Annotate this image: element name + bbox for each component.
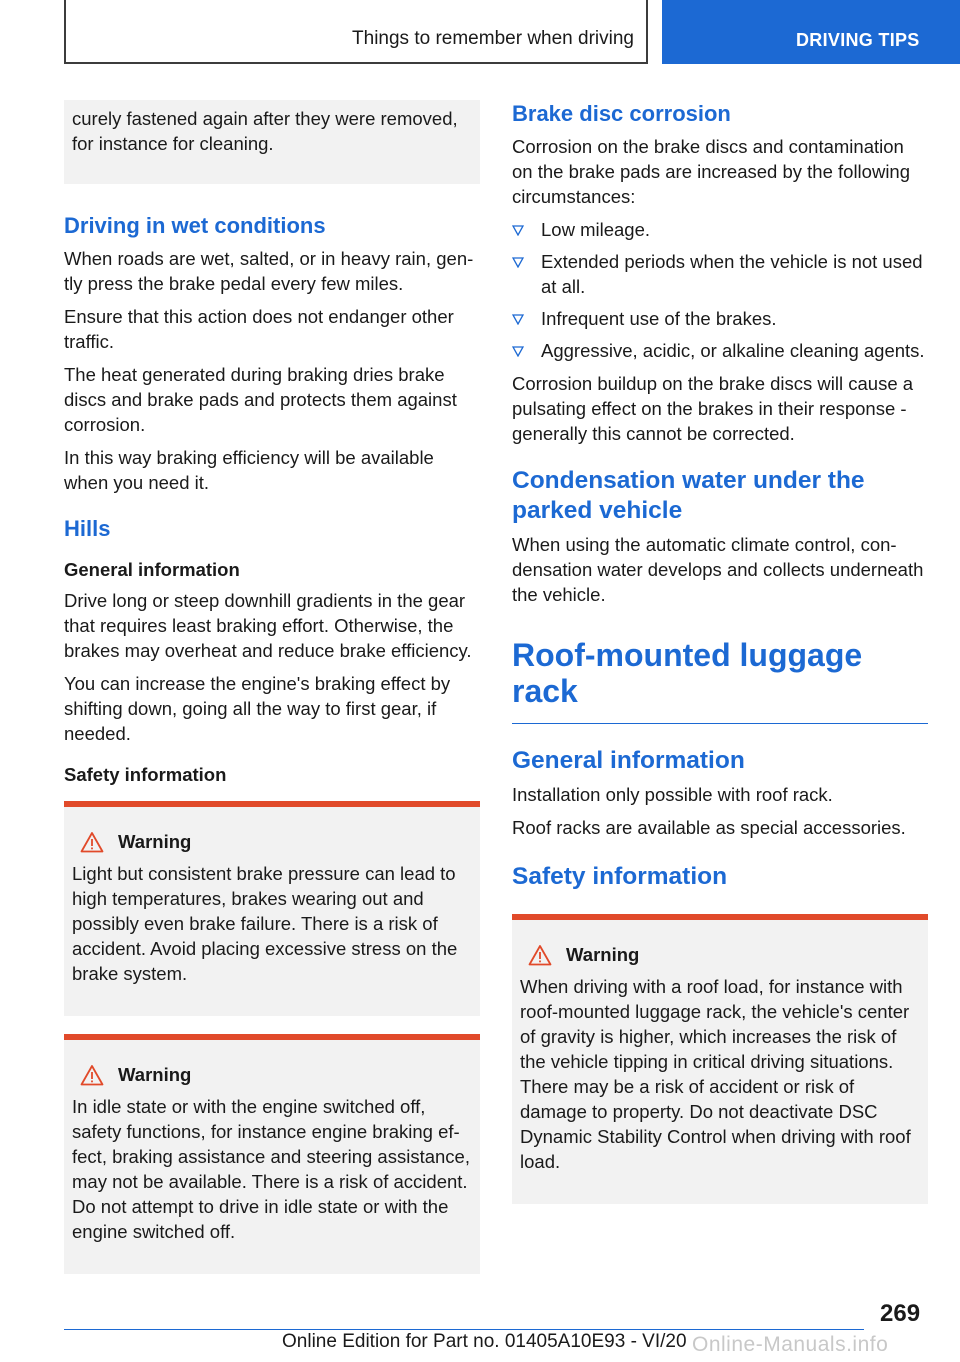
continued-note-box — [64, 100, 480, 184]
chapter-tab-label: DRIVING TIPS — [796, 30, 920, 50]
hills-paragraph: Drive long or steep downhill gradients in the gear that requires least braking effort. Otherwise, the brakes may overheat and reduce brake efficiency. — [64, 590, 472, 661]
warning-triangle-icon — [528, 944, 552, 966]
warning-title: Warning — [566, 944, 640, 965]
list-item — [512, 217, 928, 242]
heading-hills-general: General information — [64, 559, 240, 580]
triangle-bullet-icon — [512, 313, 524, 325]
warning-header — [72, 1064, 472, 1086]
heading-roof-general: General information — [512, 747, 745, 774]
heading-condensation: Condensation water under the parked vehicle — [512, 467, 865, 524]
section-divider — [512, 723, 928, 724]
heading-brake-disc-corrosion: Brake disc corrosion — [512, 101, 731, 126]
list-item-text: Low mileage. — [541, 219, 651, 240]
wet-paragraph: When roads are wet, salted, or in heavy rain, gently press the brake pedal every few miles. — [64, 248, 474, 294]
list-item-text: Aggressive, acidic, or alkaline cleaning agents. — [541, 340, 925, 361]
brake-disc-intro: Corrosion on the brake discs and contamination on the brake pads are increased by the following circumstances: — [512, 136, 911, 207]
warning-title: Warning — [118, 831, 192, 852]
chapter-tab[interactable] — [662, 0, 960, 64]
list-item — [512, 338, 928, 363]
warning-box — [64, 801, 480, 1016]
triangle-bullet-icon — [512, 345, 524, 357]
hills-paragraph: You can increase the engine's braking effect by shifting down, going all the way to first gear, if needed. — [64, 673, 451, 744]
brake-disc-outro: Corrosion buildup on the brake discs will cause a pulsating effect on the brakes in their response - generally this cannot be corrected. — [512, 373, 914, 444]
warning-title: Warning — [118, 1064, 192, 1085]
roof-paragraph: Roof racks are available as special accessories. — [512, 817, 906, 838]
list-item — [512, 306, 928, 331]
heading-roof-rack: Roof-mounted luggage rack — [512, 637, 863, 709]
warning-triangle-icon — [80, 1064, 104, 1086]
watermark: Online-Manuals.info — [692, 1333, 889, 1356]
wet-paragraph: Ensure that this action does not endanger other traffic. — [64, 306, 454, 352]
warning-box — [512, 914, 928, 1204]
left-column — [64, 100, 480, 1292]
right-column — [512, 100, 928, 1222]
section-title: Things to remember when driving — [352, 28, 634, 49]
warning-header — [520, 944, 920, 966]
page-number: 269 — [880, 1300, 921, 1327]
continued-note-text: curely fastened again after they were removed, for instance for cleaning. — [72, 108, 458, 154]
triangle-bullet-icon — [512, 224, 524, 236]
footer-edition: Online Edition for Part no. 01405A10E93 - VI/20 — [282, 1331, 687, 1352]
header-section-frame — [64, 0, 648, 64]
heading-hills: Hills — [64, 516, 111, 541]
list-item-text: Infrequent use of the brakes. — [541, 308, 777, 329]
list-item — [512, 249, 928, 299]
warning-triangle-icon — [80, 831, 104, 853]
list-item-text: Extended periods when the vehicle is not used at all. — [541, 251, 923, 297]
warning-text: When driving with a roof load, for instance with roof-mounted luggage rack, the vehicle's center of gravity is higher, which increases the risk of the vehicle tipping in critical driving situations. There may be a risk of accident or risk of damage to property. Do not deactivate DSC Dynamic Stability Control when driving with roof load. — [520, 976, 911, 1172]
heading-wet-conditions: Driving in wet conditions — [64, 213, 326, 238]
warning-text: In idle state or with the engine switched off, safety functions, for instance engine braking effect, braking assistance and steering assistance, may not be available. There is a risk of accident. Do not attempt to drive in idle state or with the engine switched off. — [72, 1096, 470, 1242]
heading-hills-safety: Safety information — [64, 764, 227, 785]
condensation-text: When using the automatic climate control, condensation water develops and collects underneath the vehicle. — [512, 534, 924, 605]
warning-text: Light but consistent brake pressure can lead to high temperatures, brakes wearing out and possibly even brake failure. There is a risk of accident. Avoid placing excessive stress on the brake system. — [72, 863, 458, 984]
wet-paragraph: In this way braking efficiency will be available when you need it. — [64, 447, 434, 493]
wet-paragraph: The heat generated during braking dries brake discs and brake pads and protects them against corrosion. — [64, 364, 457, 435]
footer-rule — [64, 1329, 864, 1330]
roof-paragraph: Installation only possible with roof rack. — [512, 784, 833, 805]
warning-header — [72, 831, 472, 853]
heading-roof-safety: Safety information — [512, 863, 728, 890]
warning-box — [64, 1034, 480, 1274]
brake-disc-list — [512, 217, 928, 363]
triangle-bullet-icon — [512, 256, 524, 268]
